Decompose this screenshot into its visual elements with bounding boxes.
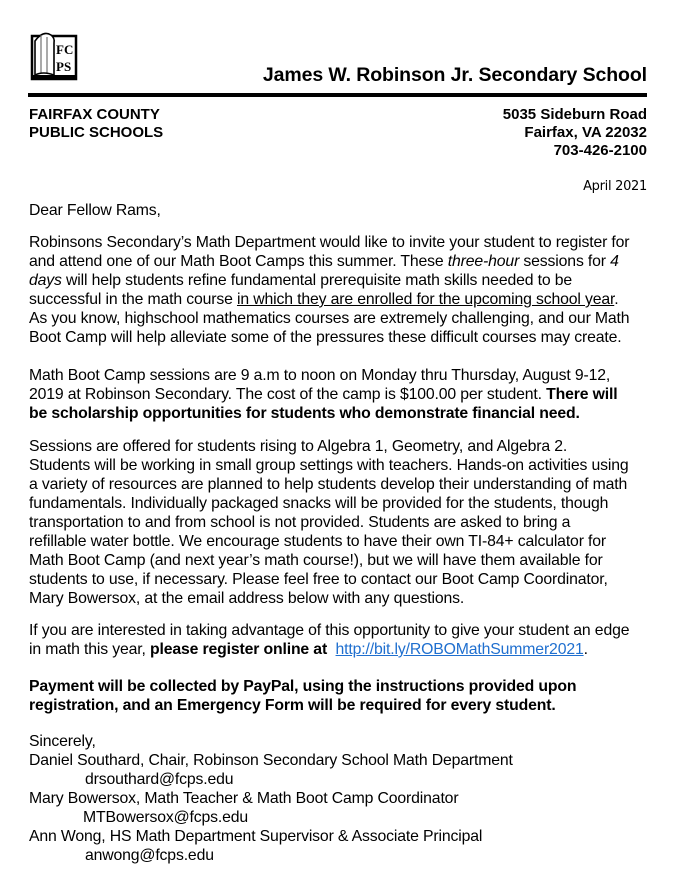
paragraph-payment xyxy=(29,677,661,715)
text-line: 2019 at Robinson Secondary. The cost of the camp is $100.00 per student. There will xyxy=(29,386,618,403)
paragraph-intro xyxy=(29,233,661,347)
bold-text: There will xyxy=(546,386,618,403)
text-line: Robinsons Secondary’s Math Department would like to invite your student to register for xyxy=(29,234,630,251)
text-line xyxy=(29,404,661,423)
signer-name: Daniel Southard, Chair, Robinson Secondary School Math Department xyxy=(29,752,513,769)
address-city: Fairfax, VA 22032 xyxy=(524,124,647,141)
salutation: Sincerely, xyxy=(29,733,96,750)
emphasis: days xyxy=(29,272,62,289)
district-name xyxy=(29,106,163,142)
text-line: registration, and an Emergency Form will be required for every student. xyxy=(29,697,556,714)
text-line: and attend one of our Math Boot Camps this summer. These three-hour sessions for 4 xyxy=(29,253,619,270)
paragraph-register xyxy=(29,621,661,659)
school-address xyxy=(503,106,647,160)
letter-date: April 2021 xyxy=(583,179,647,194)
text-line: Boot Camp will help alleviate some of the pressures these difficult courses may create. xyxy=(29,329,622,346)
text-line: Math Boot Camp sessions are 9 a.m to noon on Monday thru Thursday, August 9-12, xyxy=(29,367,611,384)
text-line: a variety of resources are planned to help students develop their understanding of math xyxy=(29,476,628,493)
bold-text: be scholarship opportunities for students who demonstrate financial need. xyxy=(29,405,580,422)
text-line: fundamentals. Individually packaged snacks will be provided for the students, though xyxy=(29,495,609,512)
emphasis: three-hour xyxy=(447,253,520,270)
address-phone: 703-426-2100 xyxy=(553,142,647,159)
greeting: Dear Fellow Rams, xyxy=(29,202,161,219)
signer-email[interactable]: MTBowersox@fcps.edu xyxy=(83,809,249,826)
text-line: transportation to and from school is not provided. Students are asked to bring a xyxy=(29,514,571,531)
text-line: As you know, highschool mathematics courses are extremely challenging, and our Math xyxy=(29,310,630,327)
paragraph-schedule xyxy=(29,366,661,423)
svg-text:PS: PS xyxy=(56,59,72,74)
text-line: Mary Bowersox, at the email address below with any questions. xyxy=(29,590,465,607)
header-divider xyxy=(28,93,647,97)
school-name: James W. Robinson Jr. Secondary School xyxy=(262,64,647,86)
text-line: students to use, if necessary. Please feel free to contact our Boot Camp Coordinator, xyxy=(29,571,608,588)
underlined-text: in which they are enrolled for the upcoming school year xyxy=(236,291,615,308)
signer-name: Ann Wong, HS Math Department Supervisor & Associate Principal xyxy=(29,828,483,845)
signer-email[interactable]: drsouthard@fcps.edu xyxy=(85,771,234,788)
text-line: successful in the math course in which they are enrolled for the upcoming school year. xyxy=(29,291,619,308)
svg-text:FC: FC xyxy=(56,42,74,57)
signature-block xyxy=(29,732,661,865)
text-line: in math this year, please register online at http://bit.ly/ROBOMathSummer2021. xyxy=(29,641,588,658)
text-line: Sessions are offered for students rising to Algebra 1, Geometry, and Algebra 2. xyxy=(29,438,568,455)
text-line: Students will be working in small group settings with teachers. Hands-on activities using xyxy=(29,457,629,474)
text-line: If you are interested in taking advantage of this opportunity to give your student an edge xyxy=(29,622,630,639)
text-line: refillable water bottle. We encourage students to have their own TI-84+ calculator for xyxy=(29,533,607,550)
signer-name: Mary Bowersox, Math Teacher & Math Boot Camp Coordinator xyxy=(29,790,459,807)
text-line: Math Boot Camp (and next year’s math course!), but we will have them available for xyxy=(29,552,603,569)
signer-email[interactable]: anwong@fcps.edu xyxy=(85,847,214,864)
district-line: PUBLIC SCHOOLS xyxy=(29,124,164,141)
text-line: Payment will be collected by PayPal, using the instructions provided upon xyxy=(29,678,577,695)
address-street: 5035 Sideburn Road xyxy=(502,106,647,123)
emphasis: 4 xyxy=(610,253,619,270)
text-line: days will help students refine fundamental prerequisite math skills needed to be xyxy=(29,272,572,289)
paragraph-details xyxy=(29,437,661,608)
district-line: FAIRFAX COUNTY xyxy=(29,106,160,123)
registration-link[interactable]: http://bit.ly/ROBOMathSummer2021 xyxy=(335,641,584,658)
bold-text: please register online at xyxy=(149,641,328,658)
fcps-book-logo-icon xyxy=(29,27,89,82)
